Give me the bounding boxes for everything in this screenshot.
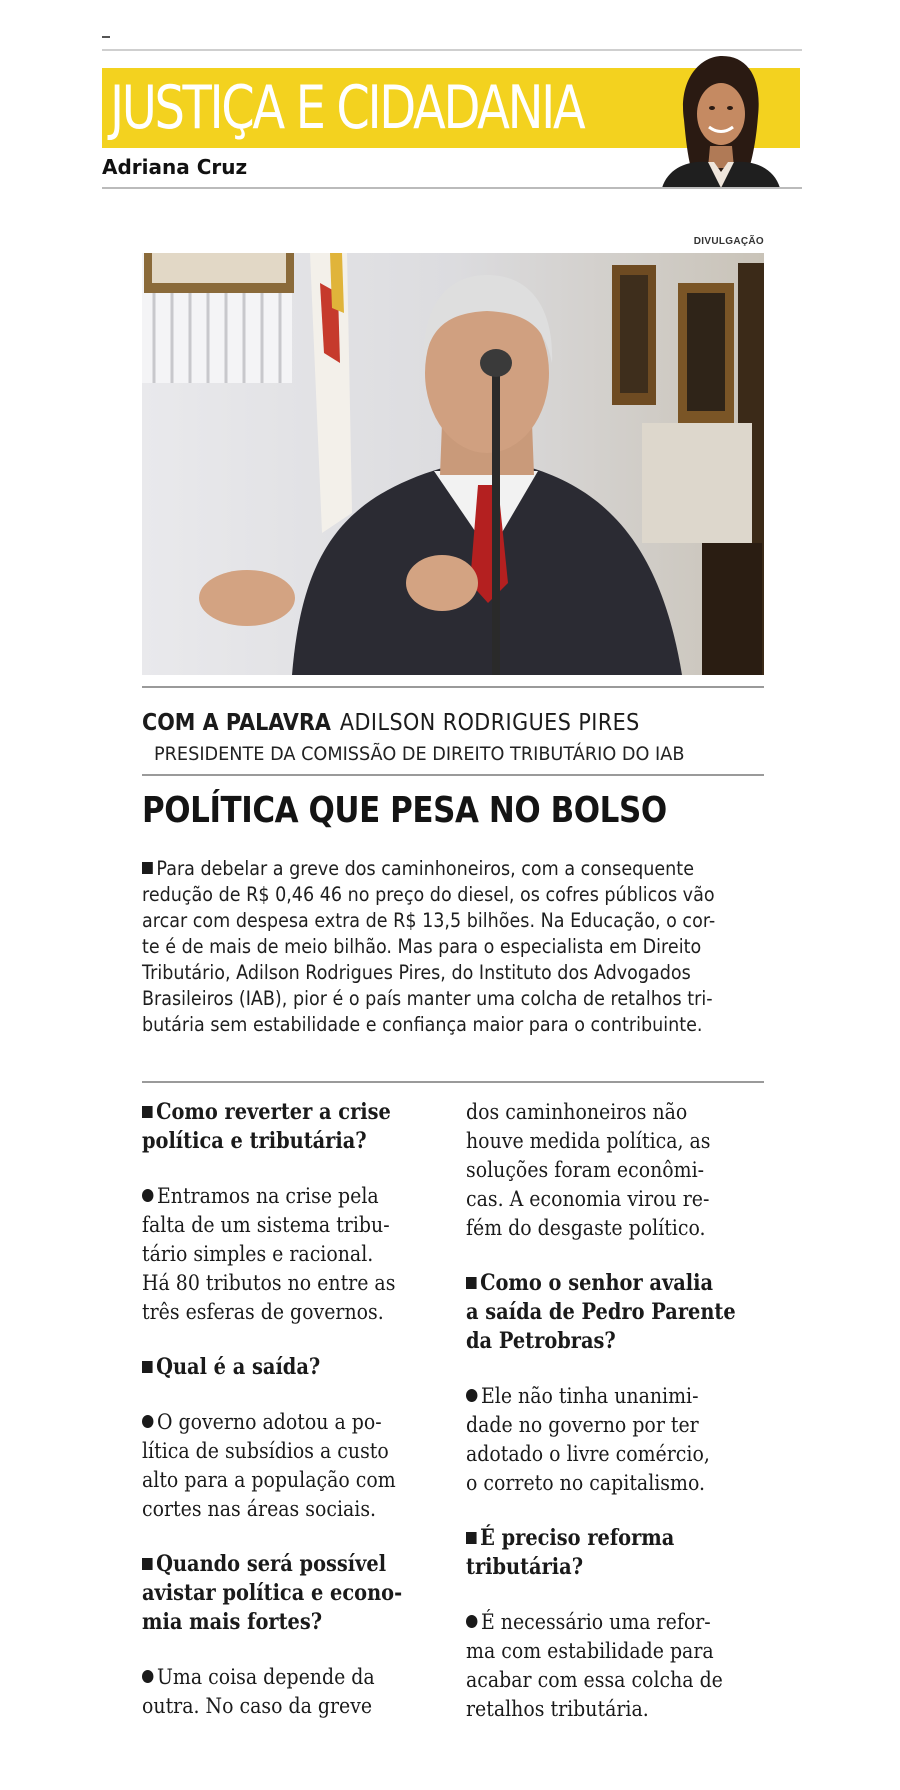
photo-credit: DIVULGAÇÃO <box>693 236 764 247</box>
columnist-portrait <box>648 50 790 188</box>
interviewee-role: PRESIDENTE DA COMISSÃO DE DIREITO TRIBUTÁRIO DO IAB <box>154 743 685 765</box>
lede-paragraph <box>142 856 764 1038</box>
lede-line: Tributário, Adilson Rodrigues Pires, do Instituto dos Advogados <box>142 961 691 984</box>
question-square-icon <box>142 1558 153 1570</box>
answer-3-start: Uma coisa depende da outra. No caso da greve <box>142 1665 375 1719</box>
lede-line: arcar com despesa extra de R$ 13,5 bilhões. Na Educação, o cor- <box>142 909 716 932</box>
answer-dot-icon <box>466 1615 477 1628</box>
header-divider <box>102 187 802 189</box>
question-square-icon <box>142 1361 153 1373</box>
interviewee-name: ADILSON RODRIGUES PIRES <box>339 710 640 736</box>
question-2: Qual é a saída? <box>142 1353 452 1382</box>
top-mark <box>102 36 110 38</box>
headline-top-rule <box>142 774 764 776</box>
question-square-icon <box>466 1532 477 1544</box>
answer-dot-icon <box>142 1189 153 1202</box>
columnist-name: Adriana Cruz <box>102 155 248 179</box>
answer-1: Entramos na crise pela falta de um sistema tribu- tário simples e racional. Há 80 tributos no entre as três esferas de governos. <box>142 1184 396 1325</box>
question-3: Quando será possível avistar política e econo- mia mais fortes? <box>142 1551 403 1635</box>
speaker-photo <box>142 253 764 675</box>
qa-column-left <box>142 1098 452 1721</box>
lede-line: Para debelar a greve dos caminhoneiros, com a consequente <box>156 857 694 880</box>
question-4: Como o senhor avalia a saída de Pedro Parente da Petrobras? <box>466 1270 736 1354</box>
question-1: Como reverter a crise política e tributária? <box>142 1099 391 1154</box>
kicker-top-rule <box>142 686 764 688</box>
answer-dot-icon <box>142 1670 153 1683</box>
qa-column-right <box>466 1098 776 1724</box>
kicker-label: COM A PALAVRA <box>142 710 331 736</box>
section-title: JUSTIÇA E CIDADANIA <box>110 73 584 143</box>
bullet-square-icon <box>142 862 153 874</box>
lede-line: te é de mais de meio bilhão. Mas para o especialista em Direito <box>142 935 702 958</box>
lede-line: redução de R$ 0,46 46 no preço do diesel, os cofres públicos vão <box>142 883 715 906</box>
lede-line: Brasileiros (IAB), pior é o país manter uma colcha de retalhos tri- <box>142 987 713 1010</box>
interview-kicker <box>142 708 640 738</box>
question-square-icon <box>466 1277 477 1289</box>
lede-line: butária sem estabilidade e confiança maior para o contribuinte. <box>142 1013 703 1036</box>
question-5: É preciso reforma tributária? <box>466 1525 675 1580</box>
answer-dot-icon <box>142 1415 153 1428</box>
answer-3-continued: dos caminhoneiros não houve medida política, as soluções foram econômi- cas. A economia virou re- fém do desgaste político. <box>466 1100 711 1241</box>
body-top-rule <box>142 1081 764 1083</box>
question-square-icon <box>142 1106 153 1118</box>
answer-5: É necessário uma refor- ma com estabilidade para acabar com essa colcha de retalhos tributária. <box>466 1610 723 1722</box>
headline: POLÍTICA QUE PESA NO BOLSO <box>142 790 667 831</box>
answer-4: Ele não tinha unanimi- dade no governo por ter adotado o livre comércio, o correto no capitalismo. <box>466 1384 710 1496</box>
answer-dot-icon <box>466 1389 477 1402</box>
answer-2: O governo adotou a po- lítica de subsídios a custo alto para a população com cortes nas áreas sociais. <box>142 1410 396 1522</box>
